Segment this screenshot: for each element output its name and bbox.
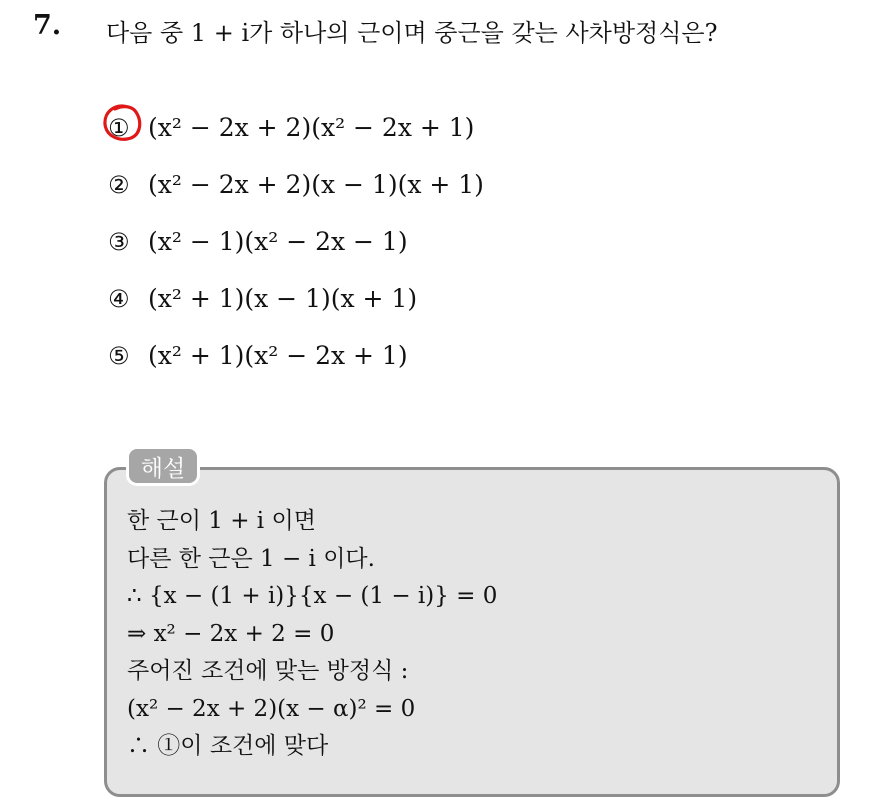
choice-3[interactable] <box>108 213 484 270</box>
question-text: 다음 중 1 + i가 하나의 근이며 중근을 갖는 사차방정식은? <box>106 19 718 47</box>
solution-line: 다른 한 근은 1 − i 이다. <box>127 545 375 572</box>
choice-1[interactable] <box>108 99 484 156</box>
choice-expression: (x² − 1)(x² − 2x − 1) <box>148 227 408 256</box>
choices-list <box>108 99 484 384</box>
choice-2[interactable] <box>108 156 484 213</box>
choice-4[interactable] <box>108 270 484 327</box>
choice-expression: (x² + 1)(x² − 2x + 1) <box>148 341 408 370</box>
question-number: 7. <box>33 10 62 41</box>
choice-expression: (x² − 2x + 2)(x² − 2x + 1) <box>148 113 475 142</box>
solution-line: ⇒ x² − 2x + 2 = 0 <box>127 620 335 647</box>
solution-line: ∴ ①이 조건에 맞다 <box>127 733 329 759</box>
solution-line: 주어진 조건에 맞는 방정식 : <box>127 658 409 684</box>
choice-number: ⑤ <box>108 341 130 370</box>
choice-number: ④ <box>108 284 130 313</box>
solution-lines <box>127 503 497 766</box>
solution-line: ∴ {x − (1 + i)}{x − (1 − i)} = 0 <box>127 583 498 609</box>
solution-line: (x² − 2x + 2)(x − α)² = 0 <box>127 695 416 722</box>
choice-5[interactable] <box>108 327 484 384</box>
solution-tab: 해설 <box>126 446 200 486</box>
choice-number: ③ <box>108 227 130 256</box>
choice-number: ① <box>108 113 130 142</box>
choice-expression: (x² + 1)(x − 1)(x + 1) <box>148 284 418 313</box>
choice-expression: (x² − 2x + 2)(x − 1)(x + 1) <box>148 170 484 199</box>
choice-number: ② <box>108 170 130 199</box>
solution-line: 한 근이 1 + i 이면 <box>127 508 316 534</box>
